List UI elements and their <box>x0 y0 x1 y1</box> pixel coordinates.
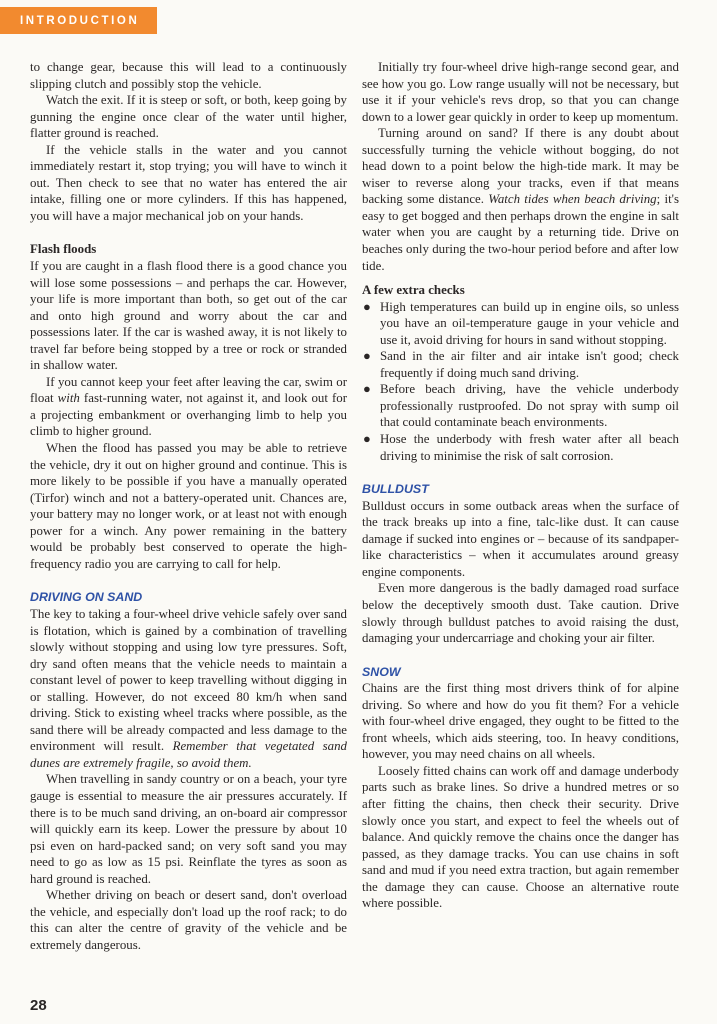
left-column <box>30 59 347 953</box>
list-item-text: Hose the underbody with fresh water after all beach driving to minimise the risk of salt corrosion. <box>380 432 679 463</box>
section-heading-snow: SNOW <box>362 664 401 679</box>
text-run: Turning around on sand? If there is any doubt about successfully turning the vehicle without bogging, do not head down to a point below the high-tide mark. It may be wiser to reverse along your tracks, even if that means backing some distance. <box>362 126 679 207</box>
text-run: The key to taking a four-wheel drive vehicle safely over sand is flotation, which is gained by a combination of travelling slowly without stopping and using low tyre pressures. Soft, dry sand often means that the vehicle needs to maintain a constant level of power to keep travelling without digging in or stalling. However, do not exceed 80 km/h when sand driving. Stick to existing wheel tracks where possible, as the sand there will be already compacted and less damage to the environment will result. <box>30 606 347 754</box>
right-column <box>362 59 679 912</box>
paragraph: When the flood has passed you may be able to retrieve the vehicle, dry it out on higher ground and continue. This is more likely to be possible if you have a manually operated (Tirfor) winch and not a battery-operated unit. Chances are, your battery may no longer work, or at least not with enough power for a winch. Any power remaining in the battery would be probably best conserved to operate the high-frequency radio you are carrying to call for help. <box>30 441 347 571</box>
list-item <box>362 381 679 431</box>
paragraph: Whether driving on beach or desert sand, don't overload the vehicle, and especially don't load up the roof rack; to do this can alter the centre of gravity of the vehicle and be extremely dangerous. <box>30 888 347 952</box>
paragraph: Bulldust occurs in some outback areas when the surface of the track breaks up into a fine, talc-like dust. It can cause damage if sucked into engines or – because of its sandpaper-like characteristics – when it accumulates around greasy engine components. <box>362 498 679 579</box>
text-run: fast-running water, not against it, and look out for a projecting embankment or overhanging limb to help you climb to higher ground. <box>30 391 347 439</box>
emphasis-text: with <box>57 391 80 406</box>
bullet-icon: ● <box>363 382 371 397</box>
paragraph: When travelling in sandy country or on a beach, your tyre gauge is essential to measure the air pressures accurately. If there is to be much sand driving, an on-board air compressor will quickly earn its keep. Lower the pressure by about 10 psi even on hard-packed sand; on very soft sand you may need to go as low as 15 psi. Reinflate the tyres as soon as hard ground is reached. <box>30 772 347 886</box>
list-item-text: High temperatures can build up in engine oils, so unless you have an oil-temperature gauge in your vehicle and use it, avoid driving for hours in sand without stopping. <box>380 299 679 347</box>
paragraph: Even more dangerous is the badly damaged road surface below the deceptively smooth dust. Take caution. Drive slowly through bulldust patches to avoid raising the dust, damaging your undercarriage and choking your air filter. <box>362 581 679 646</box>
list-item <box>362 348 679 381</box>
section-tab <box>0 7 157 34</box>
bullet-icon: ● <box>363 432 371 447</box>
paragraph: Chains are the first thing most drivers think of for alpine driving. So where and how do you fit them? For a vehicle with four-wheel drive engaged, they ought to be fitted to the front wheels, which aids steering, too. In heavy conditions, however, you may need chains on all wheels. <box>362 681 679 762</box>
paragraph: If you are caught in a flash flood there is a good chance you will lose some possessions – and perhaps the car. However, your life is more important than both, so get out of the car and onto high ground and worry about the car and possessions later. If the car is washed away, it is not likely to travel far before being stopped by a tree or rock or stranded in shallow water. <box>30 259 347 373</box>
bullet-icon: ● <box>363 349 371 364</box>
list-item <box>362 299 679 349</box>
list-item <box>362 431 679 464</box>
emphasis-text: Watch tides when beach driving <box>488 192 657 207</box>
paragraph: Watch the exit. If it is steep or soft, or both, keep going by gunning the engine once clear of the water until higher, flatter ground is reached. <box>30 93 347 141</box>
checks-list <box>362 299 679 464</box>
page-number: 28 <box>30 997 47 1014</box>
section-tab-label: INTRODUCTION <box>20 14 140 27</box>
paragraph: Loosely fitted chains can work off and damage underbody parts such as brake lines. So drive a hundred metres or so after fitting the chains, then check their security. Drive slowly once you start, and expect to feel the wheels out of balance. And quickly remove the chains once the danger has passed, as they damage tracks. You can use chains in soft sand and mud if you need extra traction, but again remember the damage they can cause. Choose an alternative route where possible. <box>362 763 679 911</box>
text-run: ; it's easy to get bogged and then perhaps drown the engine in salt water when you are caught by a returning tide. Drive on beaches only during the two-hour period before and after low tide. <box>362 192 679 273</box>
list-item-text: Before beach driving, have the vehicle underbody professionally rustproofed. Do not spray with sump oil that could contaminate beach environments. <box>380 382 679 430</box>
paragraph <box>362 125 679 274</box>
paragraph <box>30 374 347 440</box>
paragraph: Initially try four-wheel drive high-range second gear, and see how you go. Low range usually will not be necessary, but use it if your vehicle's revs drop, so that you can change down to a lower gear quickly in order to keep up momentum. <box>362 60 679 124</box>
subheading-flash-floods: Flash floods <box>30 242 97 257</box>
section-heading-bulldust: BULLDUST <box>362 482 429 497</box>
section-heading-driving-on-sand: DRIVING ON SAND <box>30 590 143 605</box>
bullet-icon: ● <box>363 299 371 314</box>
emphasis-text: Remember that vegetated sand dunes are extremely fragile, so avoid them. <box>30 739 347 770</box>
paragraph: to change gear, because this will lead to a continuously slipping clutch and possibly stop the vehicle. <box>30 60 347 91</box>
paragraph: If the vehicle stalls in the water and you cannot immediately restart it, stop trying; you will have to winch it out. Then check to see that no water has entered the air intake, filling one or more cylinders. If this has happened, you will have a major mechanical job on your hands. <box>30 142 347 223</box>
list-item-text: Sand in the air filter and air intake isn't good; check frequently if doing much sand driving. <box>380 349 679 380</box>
paragraph <box>30 606 347 771</box>
text-run: If you cannot keep your feet after leaving the car, swim or float <box>30 374 347 406</box>
subheading-extra-checks: A few extra checks <box>362 283 465 298</box>
